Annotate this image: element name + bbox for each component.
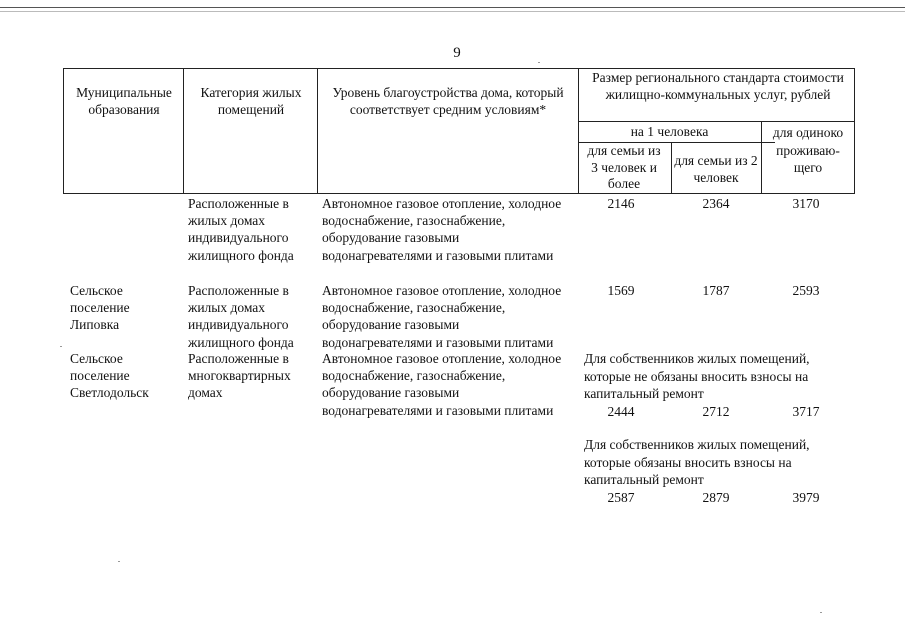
header-per-person: на 1 человека bbox=[630, 124, 709, 139]
header-family3: для семьи из 3 человек и более bbox=[587, 143, 661, 191]
row1-single: 3170 bbox=[792, 196, 820, 211]
row3-group1-family3: 2444 bbox=[607, 404, 635, 419]
row2-municipality: Сельское поселение Липовка bbox=[70, 283, 130, 333]
row3-group2-note: Для собственников жилых помещений, которые обязаны вносить взносы на капитальный ремонт bbox=[584, 437, 810, 487]
row3-group2-family2: 2879 bbox=[702, 490, 730, 505]
row2-family3: 1569 bbox=[607, 283, 635, 298]
scan-speck bbox=[820, 612, 822, 613]
row1-level: Автономное газовое отопление, холодное водоснабжение, газоснабжение, оборудование газовыми водонагревателями и газовыми плитами bbox=[322, 196, 562, 263]
header-vline-2 bbox=[317, 68, 318, 194]
top-border-shadow bbox=[0, 11, 905, 12]
header-municipal: Муниципальные образования bbox=[76, 85, 172, 117]
page-number: 9 bbox=[453, 45, 461, 61]
header-vline-1 bbox=[183, 68, 184, 194]
header-bottom-border bbox=[63, 193, 855, 194]
row1-family3: 2146 bbox=[607, 196, 635, 211]
top-border-line bbox=[0, 7, 905, 8]
scan-speck bbox=[538, 62, 540, 63]
header-standard: Размер регионального стандарта стоимости жилищно-коммунальных услуг, рублей bbox=[592, 70, 844, 102]
row2-category: Расположенные в жилых домах индивидуального жилищного фонда bbox=[188, 283, 294, 350]
row3-level: Автономное газовое отопление, холодное водоснабжение, газоснабжение, оборудование газовыми водонагревателями и газовыми плитами bbox=[322, 351, 562, 418]
header-category: Категория жилых помещений bbox=[200, 85, 302, 117]
row3-municipality: Сельское поселение Светлодольск bbox=[70, 351, 149, 401]
row3-category: Расположенные в многоквартирных домах bbox=[188, 351, 291, 401]
row3-group1-single: 3717 bbox=[792, 404, 820, 419]
row2-single: 2593 bbox=[792, 283, 820, 298]
header-top-border bbox=[63, 68, 855, 69]
header-family2: для семьи из 2 человек bbox=[674, 153, 758, 185]
row1-category: Расположенные в жилых домах индивидуального жилищного фонда bbox=[188, 196, 294, 263]
row3-group1-family2: 2712 bbox=[702, 404, 730, 419]
row3-group2-single: 3979 bbox=[792, 490, 820, 505]
row1-family2: 2364 bbox=[702, 196, 730, 211]
row2-family2: 1787 bbox=[702, 283, 730, 298]
scan-speck bbox=[118, 561, 120, 562]
header-vline-6 bbox=[854, 68, 855, 194]
row3-group1-note: Для собственников жилых помещений, которые не обязаны вносить взносы на капитальный ремонт bbox=[584, 351, 810, 401]
header-vline-0 bbox=[63, 68, 64, 194]
header-vline-4 bbox=[671, 142, 672, 194]
row3-group2-family3: 2587 bbox=[607, 490, 635, 505]
header-single: для одиноко проживаю-щего bbox=[772, 125, 844, 175]
row2-level: Автономное газовое отопление, холодное водоснабжение, газоснабжение, оборудование газовыми водонагревателями и газовыми плитами bbox=[322, 283, 562, 350]
header-sub-border-1 bbox=[578, 121, 855, 122]
scan-speck bbox=[60, 346, 62, 347]
header-level: Уровень благоустройства дома, который соответствует средним условиям* bbox=[332, 85, 564, 117]
table-header bbox=[63, 68, 855, 194]
